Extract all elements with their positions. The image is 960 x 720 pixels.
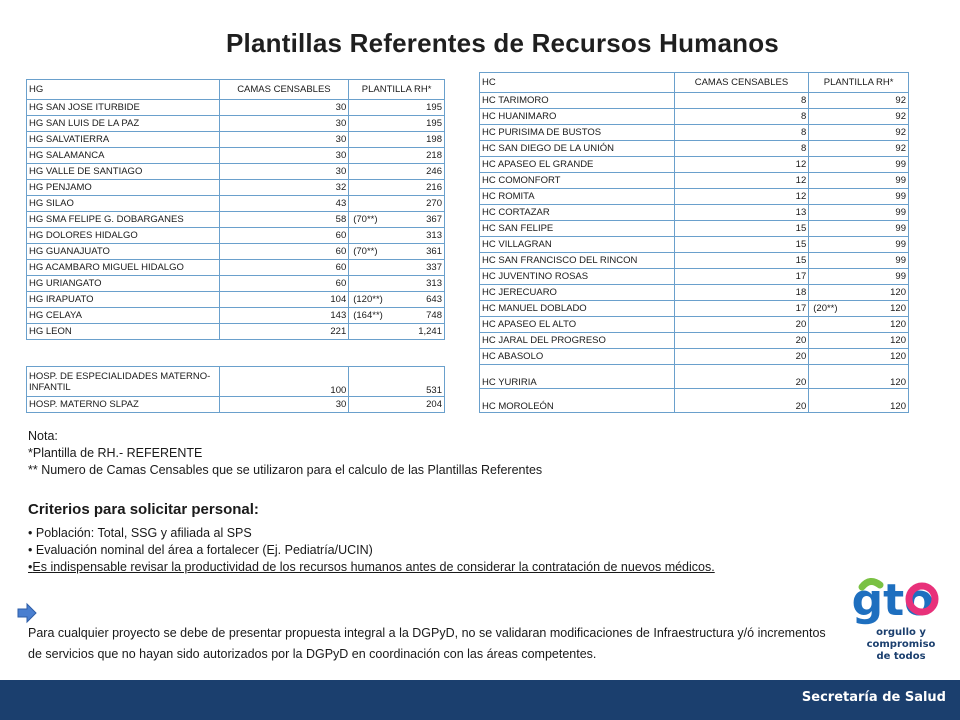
staff-cell [349,228,445,244]
bed-note [811,271,813,282]
hospital-name: HG CELAYA [27,308,220,324]
staff-value: 120 [890,377,906,388]
staff-value: 643 [426,294,442,305]
staff-cell [349,324,445,340]
staff-cell [349,164,445,180]
header-cell: PLANTILLA RH* [349,80,445,100]
staff-value: 92 [895,127,906,138]
staff-value: 99 [895,207,906,218]
table-row [480,301,909,317]
table-row [480,189,909,205]
staff-cell [349,292,445,308]
beds-value: 8 [674,109,809,125]
table-row [480,157,909,173]
bed-note [811,111,813,122]
table-row [480,205,909,221]
beds-value: 30 [219,132,349,148]
table-row [27,276,445,292]
bed-note [811,401,813,412]
staff-cell [809,389,909,413]
beds-value: 13 [674,205,809,221]
beds-value: 8 [674,93,809,109]
hospital-name: HC SAN FELIPE [480,221,675,237]
hospital-name: HG SAN JOSE ITURBIDE [27,100,220,116]
staff-cell [349,244,445,260]
bed-note [351,150,353,161]
staff-cell [809,333,909,349]
logo-tagline: compromiso [866,639,936,650]
hospital-name: HC JARAL DEL PROGRESO [480,333,675,349]
hospital-name: HC TARIMORO [480,93,675,109]
hospital-name: HC YURIRIA [480,365,675,389]
logo-tagline: de todos [876,651,926,662]
staff-value: 99 [895,271,906,282]
hospital-name: HC SAN FRANCISCO DEL RINCON [480,253,675,269]
notes-block [28,428,828,479]
table-row [27,324,445,340]
staff-cell [349,212,445,228]
staff-cell [809,125,909,141]
staff-cell [809,365,909,389]
gto-logo [829,549,960,680]
bed-note [811,175,813,186]
table-row [480,317,909,333]
table-row [480,269,909,285]
beds-value: 17 [674,269,809,285]
table-row [480,109,909,125]
beds-value: 20 [674,333,809,349]
footer-label: Secretaría de Salud [801,690,946,705]
table-row [480,173,909,189]
beds-value: 8 [674,141,809,157]
staff-cell [349,180,445,196]
staff-value: 99 [895,239,906,250]
logo-tagline: orgullo y [876,627,926,638]
bed-note: (70**) [353,246,378,257]
staff-value: 92 [895,111,906,122]
note-line: ** Numero de Camas Censables que se utilizaron para el calculo de las Plantillas Referentes [28,463,543,477]
beds-value: 60 [219,260,349,276]
staff-value: 337 [426,262,442,273]
bed-note [351,166,353,177]
hospital-name: HG SALVATIERRA [27,132,220,148]
final-paragraph: Para cualquier proyecto se debe de presentar propuesta integral a la DGPyD, no se validaran modificaciones de Infraestructura y/ó incrementos de servicios que no hayan sido autorizados por la DGPyD en coordinación con las áreas competentes. [28,626,826,661]
staff-value: 99 [895,191,906,202]
staff-value: 195 [426,118,442,129]
table-row [27,397,445,413]
header-cell: CAMAS CENSABLES [219,80,349,100]
bed-note [351,326,353,337]
hospital-name: HG PENJAMO [27,180,220,196]
staff-value: 120 [890,335,906,346]
staff-value: 1,241 [418,326,442,337]
hg-table [26,79,445,340]
notes-heading: Nota: [28,429,58,443]
bed-note [811,159,813,170]
table-row [27,308,445,324]
staff-cell [809,221,909,237]
hospital-name: HC MANUEL DOBLADO [480,301,675,317]
staff-value: 748 [426,310,442,321]
table-row [480,365,909,389]
beds-value: 20 [674,389,809,413]
hospital-name: HC ROMITA [480,189,675,205]
hospital-name: HC ABASOLO [480,349,675,365]
table-row [480,253,909,269]
table-header-row [27,80,445,100]
staff-cell [809,301,909,317]
staff-value: 361 [426,246,442,257]
beds-value: 20 [674,317,809,333]
table-row [27,132,445,148]
beds-value: 60 [219,228,349,244]
staff-cell [809,349,909,365]
bed-note [811,319,813,330]
criteria-item: • Evaluación nominal del área a fortalecer (Ej. Pediatría/UCIN) [28,543,373,557]
beds-value: 104 [219,292,349,308]
staff-cell [809,285,909,301]
table-row [27,180,445,196]
table-row [480,333,909,349]
beds-value: 30 [219,397,349,413]
hospital-name: HG LEON [27,324,220,340]
table-row [27,164,445,180]
staff-cell [809,205,909,221]
hospital-name: HC CORTAZAR [480,205,675,221]
staff-value: 120 [890,287,906,298]
bed-note: (120**) [353,294,383,305]
staff-value: 531 [349,367,445,397]
header-cell: CAMAS CENSABLES [674,73,809,93]
bed-note [351,198,353,209]
hospital-name: HG SALAMANCA [27,148,220,164]
beds-value: 17 [674,301,809,317]
hospital-name: HG IRAPUATO [27,292,220,308]
table-row [27,244,445,260]
beds-value: 12 [674,173,809,189]
staff-cell [809,157,909,173]
header-cell: PLANTILLA RH* [809,73,909,93]
staff-value: 246 [426,166,442,177]
table-header-row [480,73,909,93]
beds-value: 15 [674,237,809,253]
bed-note [811,351,813,362]
beds-value: 15 [674,221,809,237]
staff-cell [809,253,909,269]
beds-value: 43 [219,196,349,212]
bed-note [811,95,813,106]
hospital-name: HOSP. DE ESPECIALIDADES MATERNO-INFANTIL [27,367,220,397]
staff-cell [809,141,909,157]
hospital-name: HOSP. MATERNO SLPAZ [27,397,220,413]
bed-note [811,335,813,346]
bed-note [811,223,813,234]
staff-cell [349,148,445,164]
staff-value: 313 [426,230,442,241]
staff-cell [349,260,445,276]
staff-cell [349,100,445,116]
table-row [480,221,909,237]
staff-value: 120 [890,401,906,412]
staff-value: 92 [895,143,906,154]
staff-value: 195 [426,102,442,113]
table-row [27,116,445,132]
hospital-name: HC MOROLEÓN [480,389,675,413]
staff-value: 99 [895,175,906,186]
table-row [27,100,445,116]
staff-cell [349,132,445,148]
staff-cell [349,116,445,132]
staff-value: 120 [890,319,906,330]
bed-note [811,239,813,250]
table-row [480,237,909,253]
table-row [480,389,909,413]
bed-note: (70**) [353,214,378,225]
bed-note [811,207,813,218]
logo-wordmark: gto [851,575,935,626]
bed-note [351,230,353,241]
hospital-name: HC HUANIMARO [480,109,675,125]
hospital-name: HC COMONFORT [480,173,675,189]
criteria-item: • Población: Total, SSG y afiliada al SPS [28,526,252,540]
table-row [27,148,445,164]
footer-bar [0,680,960,720]
beds-value: 32 [219,180,349,196]
hospital-name: HC APASEO EL ALTO [480,317,675,333]
hospital-name: HG SILAO [27,196,220,212]
hospital-name: HG GUANAJUATO [27,244,220,260]
beds-value: 100 [219,367,349,397]
bed-note: (20**) [813,303,838,314]
page-title: Plantillas Referentes de Recursos Humanos [226,28,779,58]
beds-value: 221 [219,324,349,340]
beds-value: 60 [219,244,349,260]
table-row [480,125,909,141]
table-row [480,93,909,109]
staff-value: 99 [895,223,906,234]
staff-value: 216 [426,182,442,193]
hospital-name: HC VILLAGRAN [480,237,675,253]
staff-cell [809,173,909,189]
staff-value: 218 [426,150,442,161]
beds-value: 12 [674,189,809,205]
bed-note [351,278,353,289]
staff-value: 270 [426,198,442,209]
table-row [480,141,909,157]
bed-note [811,191,813,202]
table-row [27,292,445,308]
note-line: *Plantilla de RH.- REFERENTE [28,446,203,460]
table-row [27,367,445,397]
header-cell: HG [27,80,220,100]
bed-note [811,143,813,154]
staff-value: 367 [426,214,442,225]
table-row [27,196,445,212]
beds-value: 20 [674,365,809,389]
beds-value: 30 [219,164,349,180]
hospital-name: HC JUVENTINO ROSAS [480,269,675,285]
staff-cell [809,189,909,205]
hospital-name: HG SAN LUIS DE LA PAZ [27,116,220,132]
staff-cell [809,237,909,253]
hospital-name: HG SMA FELIPE G. DOBARGANES [27,212,220,228]
beds-value: 20 [674,349,809,365]
header-cell: HC [480,73,675,93]
staff-value: 99 [895,255,906,266]
beds-value: 12 [674,157,809,173]
hospital-name: HG ACAMBARO MIGUEL HIDALGO [27,260,220,276]
staff-cell [349,196,445,212]
bed-note: (164**) [353,310,383,321]
hc-table [479,72,909,413]
gto-logo-graphic [829,549,960,680]
bed-note [351,134,353,145]
beds-value: 30 [219,148,349,164]
arrow-right-icon [16,602,38,624]
beds-value: 30 [219,116,349,132]
table-row [480,285,909,301]
staff-value: 120 [890,303,906,314]
table-row [480,349,909,365]
staff-cell [809,317,909,333]
bed-note [351,102,353,113]
bed-note [351,262,353,273]
staff-value: 99 [895,159,906,170]
beds-value: 58 [219,212,349,228]
staff-cell [349,276,445,292]
staff-cell [809,109,909,125]
hospital-name: HG URIANGATO [27,276,220,292]
bed-note [811,255,813,266]
hospital-name: HG DOLORES HIDALGO [27,228,220,244]
staff-value: 198 [426,134,442,145]
hospital-name: HC JERECUARO [480,285,675,301]
criteria-list [28,525,825,576]
hospital-name: HC PURISIMA DE BUSTOS [480,125,675,141]
staff-value: 204 [349,397,445,413]
hospital-name: HG VALLE DE SANTIAGO [27,164,220,180]
table-row [27,212,445,228]
beds-value: 143 [219,308,349,324]
staff-cell [809,93,909,109]
bed-note [351,118,353,129]
staff-value: 92 [895,95,906,106]
staff-cell [809,269,909,285]
hospital-name: HC SAN DIEGO DE LA UNIÓN [480,141,675,157]
beds-value: 18 [674,285,809,301]
bed-note [811,127,813,138]
beds-value: 60 [219,276,349,292]
staff-cell [349,308,445,324]
bed-note [811,377,813,388]
beds-value: 8 [674,125,809,141]
bed-note [351,182,353,193]
beds-value: 15 [674,253,809,269]
hospital-name: HC APASEO EL GRANDE [480,157,675,173]
bed-note [811,287,813,298]
maternal-hospitals-table [26,366,445,413]
beds-value: 30 [219,100,349,116]
staff-value: 120 [890,351,906,362]
staff-value: 313 [426,278,442,289]
table-row [27,228,445,244]
criteria-item: •Es indispensable revisar la productividad de los recursos humanos antes de considerar la contratación de nuevos médicos. [28,560,715,574]
criteria-title: Criterios para solicitar personal: [28,501,259,518]
table-row [27,260,445,276]
